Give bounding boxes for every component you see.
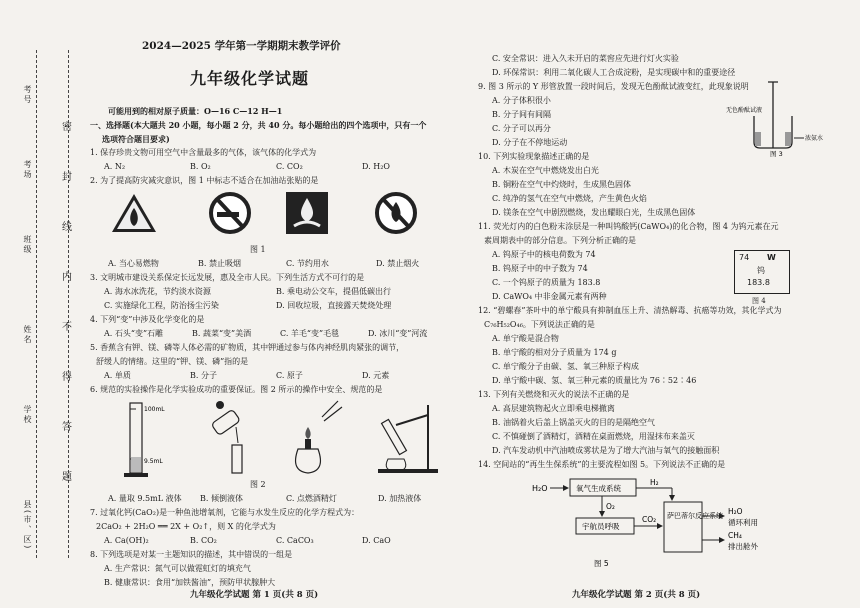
option: A. 当心易燃物 [108,259,159,268]
flow-breathing: 宇航员呼吸 [582,522,620,531]
heating-liquid-icon [378,405,438,473]
question-2-options [90,257,470,271]
figure-1-signs [90,188,460,252]
seal-char: 答 [62,422,72,433]
question-12-cont: C₇₆H₅₂O₄₆。下列说法正确的是 [484,320,595,329]
option: C. CaCO₃ [276,536,314,545]
seal-char: 密 [62,122,72,133]
question-8-option-c: C. 安全常识：进入久未开启的菜窖应先进行灯火实验 [492,54,679,63]
option: B. 蔬菜“变”美酒 [192,329,252,338]
option: D. 禁止烟火 [376,259,420,268]
option: A. Ca(OH)₂ [104,536,149,545]
graduated-cylinder-icon [124,403,165,477]
element-tungsten-cell [734,250,790,294]
flow-h2o-in: H₂O [532,484,548,493]
question-6-options [90,492,470,506]
option: B. 钨原子中的中子数为 74 [492,264,588,273]
option: B. 乘电动公交车，提倡低碳出行 [276,287,391,296]
atomic-number: 74 [739,253,750,262]
figure-2-lab-operations [90,397,460,481]
exam-number-field: 考号 [23,85,32,105]
option: D. 单宁酸中碳、氢、氧三种元素的质量比为 76∶52∶46 [492,376,697,385]
flow-oxygen-generation: 氧气生成系统 [576,484,621,493]
option: A. 分子体积很小 [492,96,551,105]
county-field: 县(市、区) [23,500,32,551]
atomic-mass-line: 可能用到的相对原子质量：O—16 C—12 H—1 [108,106,283,116]
question-8: 8. 下列选项是对某一主题知识的描述，其中错误的一组是 [90,550,293,559]
option: B. 铜粉在空气中灼烧时，生成黑色固体 [492,180,631,189]
no-smoking-icon [211,194,249,232]
question-9: 9. 图 3 所示的 Y 形管放置一段时间后，发现无色酚酞试液变红，此现象说明 [478,82,749,91]
option: B. 单宁酸的相对分子质量为 174 g [492,348,617,357]
alcohol-lamp-icon [296,401,342,473]
figure-4-caption: 图 4 [752,297,766,305]
element-symbol: W [767,253,776,262]
option: B. 油锅着火后盖上锅盖灭火的目的是隔绝空气 [492,418,655,427]
seal-char: 不 [62,322,72,333]
option: C. 实施绿化工程，防治扬尘污染 [104,301,219,310]
question-3-options-row2 [90,299,470,313]
question-3-options-row1 [90,285,470,299]
option: D. 镁条在空气中剧烈燃烧，发出耀眼白光，生成黑色固体 [492,208,696,217]
flow-sabatier: 萨巴蒂尔反应系统 [667,512,723,520]
option: B. 分子间有间隔 [492,110,551,119]
question-8-option-a: A. 生产常识：氮气可以做霓虹灯的填充气 [104,564,251,573]
exam-title: 2024—2025 学年第一学期期末教学评价 [142,40,341,52]
option: D. 回收垃圾，直接露天焚烧处理 [276,301,392,310]
question-8-option-d: D. 环保常识：利用二氧化碳人工合成淀粉，是实现碳中和的重要途径 [492,68,736,77]
flammable-warning-icon [112,194,156,232]
option: D. 分子在不停地运动 [492,138,568,147]
option: C. 不慎碰倒了酒精灯，酒精在桌面燃烧，用湿抹布来盖灭 [492,432,695,441]
class-field: 班级 [23,235,32,255]
question-6: 6. 规范的实验操作是化学实验成功的重要保证。图 2 所示的操作中安全、规范的是 [90,385,383,394]
figure-5-flow-diagram [532,474,822,572]
flow-ch4: CH₄ [728,531,742,540]
option: D. CaWO₄ 中非金属元素有两种 [492,292,607,301]
question-4: 4. 下列“变”中涉及化学变化的是 [90,315,205,324]
question-3: 3. 文明城市建设关系保定长远发展，惠及全市人民。下列生活方式不可行的是 [90,273,365,282]
page-1-footer: 九年级化学试题 第 1 页(共 8 页) [190,590,319,600]
cylinder-label-95: 9.5mL [144,458,163,465]
option: B. 分子 [190,371,217,380]
flow-recycle: 循环利用 [728,518,758,527]
option: A. 单质 [104,371,131,380]
question-5-cont: 舒缓人的情绪。这里的“钾、镁、磷”指的是 [96,357,249,366]
no-fire-icon [377,194,415,232]
question-2: 2. 为了提高防灾减灾意识，图 1 中标志不适合在加油站张贴的是 [90,176,319,185]
option: C. CO₂ [276,162,303,171]
option: C. 羊毛“变”毛毯 [280,329,340,338]
question-7-options [90,534,470,548]
question-12: 12. “碧螺春”茶叶中的单宁酸具有抑制血压上升、清热解毒、抗癌等功效，其化学式为 [478,306,782,315]
option: C. 分子可以再分 [492,124,551,133]
option: D. 加热液体 [378,494,422,503]
seal-char: 得 [62,372,72,383]
question-8-option-b: B. 健康常识：食用“加铁酱油”，预防甲状腺肿大 [104,578,276,587]
section-heading: 一、选择题(本大题共 20 小题，每小题 2 分，共 40 分。每小题给出的四个选项中，只有一个 [90,120,427,130]
figure-5-caption: 图 5 [594,559,609,568]
option: A. 量取 9.5mL 液体 [108,494,182,503]
question-5: 5. 香蕉含有钾、镁、磷等人体必需的矿物质，其中钾通过参与体内神经肌肉紧张的调节， [90,343,405,352]
option: D. 汽车发动机中汽油喷成雾状是为了增大汽油与氧气的接触面积 [492,446,720,455]
option: A. 钨原子中的核电荷数为 74 [492,250,596,259]
cylinder-label-100: 100mL [144,406,165,413]
seal-char: 内 [62,272,72,283]
option: C. 纯净的氢气在空气中燃烧，产生黄色火焰 [492,194,647,203]
question-7-equation: 2CaO₂ + 2H₂O ══ 2X + O₂↑，则 X 的化学式为 [96,522,276,531]
option: D. H₂O [362,162,390,171]
pouring-liquid-icon [211,401,242,473]
option: B. 禁止吸烟 [198,259,241,268]
question-1: 1. 保存珍贵文物可用空气中含量最多的气体，该气体的化学式为 [90,148,317,157]
figure-3-y-tube [724,76,824,158]
page-2-footer: 九年级化学试题 第 2 页(共 8 页) [572,590,701,600]
seal-char: 题 [62,472,72,483]
question-13: 13. 下列有关燃烧和灭火的说法不正确的是 [478,390,630,399]
name-field: 姓名 [23,325,32,345]
school-field: 学校 [23,405,32,425]
seal-char: 封 [62,172,72,183]
option: A. 海水冰洗花，节约淡水资源 [104,287,211,296]
flow-h2o-out: H₂O [728,507,743,516]
question-11-cont: 素周期表中的部分信息。下列分析正确的是 [484,236,636,245]
option: C. 原子 [276,371,303,380]
option: A. N₂ [104,162,126,171]
element-name: 钨 [757,266,765,275]
option: A. 木炭在空气中燃烧发出白光 [492,166,599,175]
question-10: 10. 下列实验现象描述正确的是 [478,152,590,161]
save-water-icon [286,192,328,234]
option: C. 节约用水 [286,259,329,268]
question-1-options [90,160,470,174]
section-heading-2: 选项符合题目要求) [102,134,170,144]
option: C. 一个钨原子的质量为 183.8 [492,278,601,287]
option: A. 石头“变”石雕 [104,329,164,338]
question-14: 14. 空间站的“再生生保系统”的主要流程如图 5。下列说法不正确的是 [478,460,726,469]
flow-co2: CO₂ [642,515,657,524]
figure-2-caption: 图 2 [250,480,266,489]
option: C. 单宁酸分子由碳、氢、氧三种原子构成 [492,362,639,371]
seal-char: 线 [62,222,72,233]
figure-3-caption: 图 3 [770,150,783,158]
option: B. CO₂ [190,536,217,545]
question-4-options [90,327,470,341]
atomic-mass: 183.8 [747,278,770,287]
flow-discharge: 排出舱外 [728,542,758,551]
option: B. 倾倒液体 [200,494,243,503]
exam-page-1 [82,0,472,608]
exam-page-2 [472,0,858,608]
option: A. 高层建筑物起火立即乘电梯撤离 [492,404,615,413]
fig3-left-label: 无色酚酞试液 [726,107,763,114]
question-5-options [90,369,470,383]
option: D. CaO [362,536,391,545]
fig3-right-label: 浓氨水 [805,135,824,142]
question-7: 7. 过氧化钙(CaO₂)是一种鱼池增氧剂，它能与水发生反应的化学方程式为： [90,508,360,517]
option: D. 冰川“变”河流 [368,329,428,338]
question-11: 11. 荧光灯内的白色粉末涂层是一种叫钨酸钙(CaWO₄)的化合物，图 4 为钨元素在元 [478,222,779,231]
binding-strip [0,0,82,608]
option: D. 元素 [362,371,390,380]
option: A. 单宁酸是混合物 [492,334,559,343]
figure-1-caption: 图 1 [250,245,266,254]
flow-h2: H₂ [650,478,659,487]
subject-title: 九年级化学试题 [190,69,310,88]
option: C. 点燃酒精灯 [286,494,337,503]
exam-room-field: 考场 [23,160,32,180]
option: B. O₂ [190,162,211,171]
flow-o2: O₂ [606,502,615,511]
